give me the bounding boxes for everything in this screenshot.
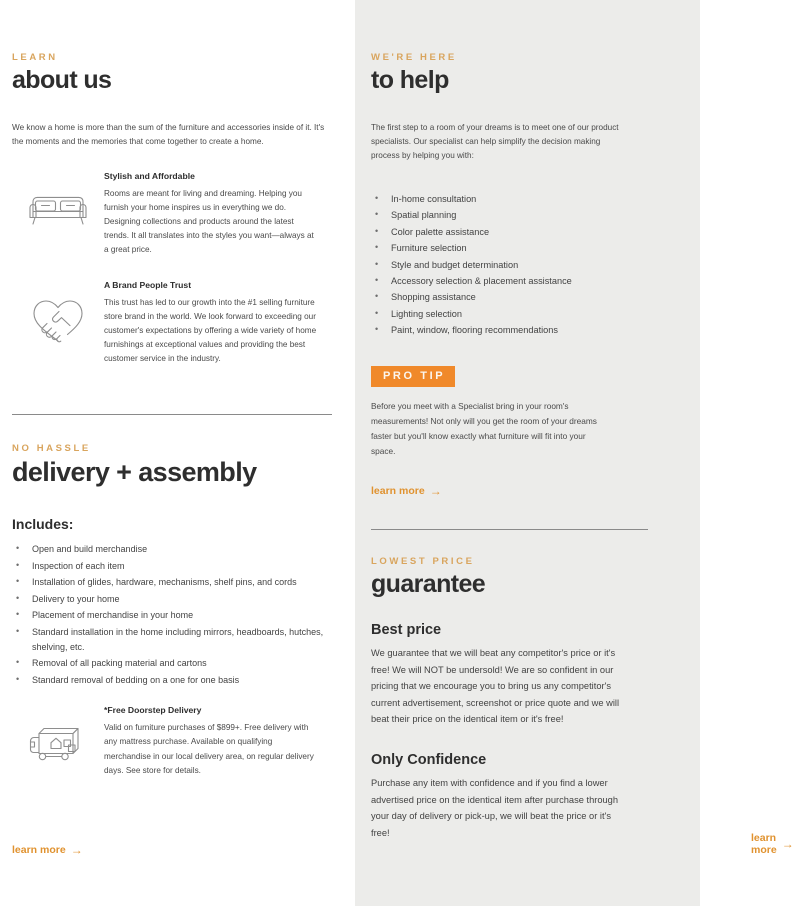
- feature-free-doorstep-delivery: [12, 705, 332, 777]
- sofa-icon: [12, 171, 104, 227]
- feature-stylish-body: [104, 171, 332, 258]
- help-headline: to help: [371, 66, 449, 94]
- right-section-divider: [371, 529, 648, 530]
- best-price-text: We guarantee that we will beat any competitor's price or it's free! We will NOT be undersold! We are so confident in our pricing that we encourage you to bring us any competitor's current advertisement, screenshot or price quote and we will beat their price on the identical item or it's free!: [371, 648, 620, 725]
- list-item: • Removal of all packing material and cartons: [12, 656, 332, 671]
- list-item: • Placement of merchandise in your home: [12, 608, 332, 623]
- left-section-divider: [12, 414, 332, 415]
- list-item: • Lighting selection: [371, 306, 670, 322]
- list-item: • Open and build merchandise: [12, 542, 332, 557]
- section-delivery-assembly: [12, 443, 332, 778]
- feature-stylish-text: Rooms are meant for living and dreaming. Helping you furnish your home inspires us in everything we do. Designing collections and products around the latest trends. It all translates into the styles you want—always at a great price.: [104, 188, 314, 255]
- about-eyebrow: LEARN: [12, 52, 58, 63]
- list-item: • Spatial planning: [371, 207, 670, 223]
- column-gap: [347, 0, 355, 906]
- handshake-heart-icon: [12, 280, 104, 346]
- list-item: • Shopping assistance: [371, 289, 670, 305]
- feature-trust-text: This trust has led to our growth into the #1 selling furniture store brand in the world. We look forward to exceeding our customer's expectations by offering a wide variety of home furnishings at exceptional values and providing the best customer service in the industry.: [104, 297, 317, 363]
- includes-title: Includes:: [12, 516, 74, 533]
- pro-tip-badge: PRO TIP: [371, 366, 455, 387]
- list-item: • Installation of glides, hardware, mechanisms, shelf pins, and cords: [12, 575, 332, 590]
- guarantee-eyebrow: LOWEST PRICE: [371, 555, 475, 567]
- list-item: • Accessory selection & placement assistance: [371, 273, 670, 289]
- list-item: • In-home consultation: [371, 191, 670, 207]
- guarantee-headline: guarantee: [371, 569, 486, 598]
- feature-brand-trust: [12, 280, 332, 367]
- arrow-right-icon: →: [429, 483, 442, 498]
- learn-more-delivery-label: learn more: [12, 844, 66, 856]
- list-item: • Color palette assistance: [371, 224, 670, 240]
- help-eyebrow: WE'RE HERE: [371, 52, 457, 63]
- doorstep-body: [104, 705, 332, 777]
- best-price-title: Best price: [371, 622, 442, 639]
- pro-tip-text: Before you meet with a Specialist bring in your room's measurements! Not only will you get the room of your dreams faster but you'll know exactly what furniture will fit into your space.: [371, 401, 597, 456]
- list-item: • Delivery to your home: [12, 592, 332, 607]
- delivery-eyebrow: NO HASSLE: [12, 443, 91, 455]
- right-column: [355, 0, 794, 906]
- delivery-truck-icon: [12, 705, 104, 765]
- feature-stylish-title: Stylish and Affordable: [104, 170, 195, 181]
- about-intro-text: We know a home is more than the sum of the furniture and accessories inside of it. It's the moments and the memories that come together to create a home.: [12, 122, 325, 146]
- help-intro-text: The first step to a room of your dreams is to meet one of our product specialists. Our specialist can help simplify the decision making process by helping you with:: [371, 122, 619, 160]
- arrow-right-icon: →: [70, 843, 83, 857]
- list-item: • Standard removal of bedding on a one for one basis: [12, 673, 332, 688]
- list-item: • Furniture selection: [371, 240, 670, 256]
- learn-more-guarantee-link[interactable]: [751, 832, 794, 856]
- learn-more-help-label: learn more: [371, 484, 425, 497]
- list-item: • Standard installation in the home including mirrors, headboards, hutches, shelving, etc.: [12, 625, 332, 654]
- section-to-help: [371, 52, 670, 499]
- about-headline: about us: [12, 66, 112, 94]
- left-column: [0, 0, 347, 906]
- arrow-right-icon: →: [781, 837, 794, 851]
- only-confidence-title: Only Confidence: [371, 752, 487, 768]
- list-item: • Inspection of each item: [12, 559, 332, 574]
- section-about-us: [12, 52, 332, 366]
- list-item: • Style and budget determination: [371, 257, 670, 273]
- learn-more-delivery-link[interactable]: [12, 844, 83, 856]
- doorstep-text: Valid on furniture purchases of $899+. Free delivery with any mattress purchase. Available on qualifying merchandise in our local delivery area, on regular delivery days. See store for details.: [104, 723, 314, 775]
- feature-trust-title: A Brand People Trust: [104, 279, 192, 290]
- services-list: [371, 191, 670, 338]
- section-guarantee: [371, 556, 670, 842]
- only-confidence-text: Purchase any item with confidence and if you find a lower advertised price on the identical item after purchase through your day of delivery or pick-up, we will beat the price or it's free!: [371, 778, 619, 838]
- feature-stylish-affordable: [12, 171, 332, 258]
- delivery-headline: delivery + assembly: [12, 457, 257, 488]
- learn-more-help-link[interactable]: [371, 485, 442, 497]
- list-item: • Paint, window, flooring recommendations: [371, 322, 670, 338]
- doorstep-title: *Free Doorstep Delivery: [104, 705, 202, 716]
- includes-list: [12, 542, 332, 687]
- feature-trust-body: [104, 280, 332, 367]
- learn-more-guarantee-label: learn more: [751, 832, 777, 856]
